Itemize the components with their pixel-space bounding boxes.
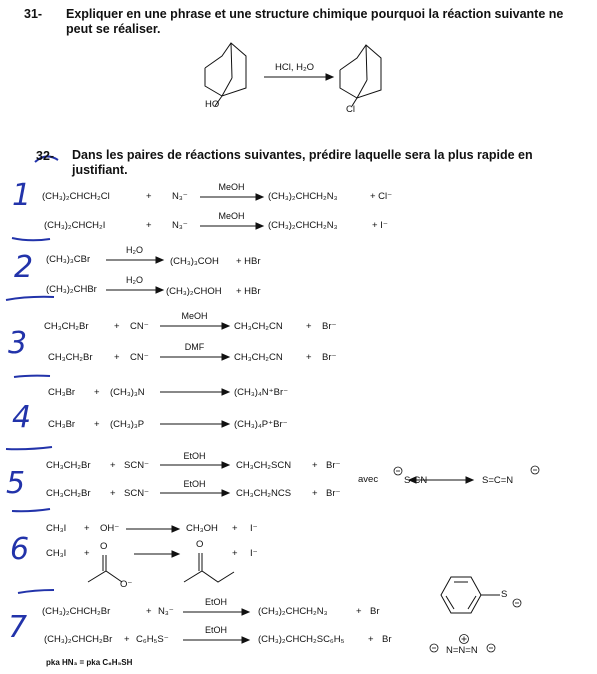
question-31-text: Expliquer en une phrase et une structure chimique pourquoi la réaction suivante ne peut se réaliser. <box>66 7 564 36</box>
r6a-byproduct: I⁻ <box>250 523 258 534</box>
r6b-substrate: CH₃I <box>46 548 67 559</box>
r2a-byproduct: + HBr <box>236 256 261 267</box>
r3a-byproduct: Br⁻ <box>322 321 337 332</box>
r7b-nucleophile: C₆H₅S⁻ <box>136 634 169 645</box>
handwritten-number-6: 6 <box>10 532 30 567</box>
handwritten-number-2: 2 <box>14 250 34 285</box>
handwritten-number-4: 4 <box>12 400 32 435</box>
r7a-product: (CH₃)₂CHCH₂N₃ <box>258 606 328 617</box>
r6b-acetate-carbonyl-o: O <box>100 541 108 552</box>
r3a-plus2: + <box>306 321 312 332</box>
r5-avec-label: avec <box>358 474 379 485</box>
r5a-product: CH₃CH₂SCN <box>236 460 292 471</box>
r2b-conditions: H₂O <box>126 275 143 285</box>
r6a-substrate: CH₃I <box>46 523 67 534</box>
r2b-byproduct: + HBr <box>236 286 261 297</box>
r5-thiocyanate-left: S-CN <box>404 475 428 486</box>
reaction-31-arrow <box>264 74 333 80</box>
methyl-acetate-structure <box>184 553 234 582</box>
reaction-arrows <box>106 194 473 643</box>
r1b-substrate: (CH₃)₂CHCH₂I <box>44 220 106 231</box>
question-32-number: 32- <box>36 149 55 163</box>
r5a-byproduct: Br⁻ <box>326 460 341 471</box>
question-31-number: 31- <box>24 7 43 21</box>
hydroxyl-label: HO <box>205 99 220 110</box>
pka-note: pka HN₃ = pka C₆H₅SH <box>46 658 133 667</box>
r5-thiocyanate-right: S=C=N <box>482 475 514 486</box>
r3b-conditions: DMF <box>184 342 205 352</box>
r2a-substrate: (CH₃)₃CBr <box>46 254 91 265</box>
r7a-nucleophile: N₃⁻ <box>158 606 174 617</box>
r7b-plus: + <box>124 634 130 645</box>
r3b-plus2: + <box>306 352 312 363</box>
r6b-ester-carbonyl-o: O <box>196 539 204 550</box>
r7a-substrate: (CH₃)₂CHCH₂Br <box>42 606 111 617</box>
r5a-plus: + <box>110 460 116 471</box>
reaction-31-reagent: HCl, H₂O <box>275 62 315 73</box>
r3b-substrate: CH₃CH₂Br <box>48 352 93 363</box>
r7b-plus2: + <box>368 634 374 645</box>
handwritten-number-7: 7 <box>8 610 28 645</box>
r5b-byproduct: Br⁻ <box>326 488 341 499</box>
r6b-byproduct: I⁻ <box>250 548 258 559</box>
r2b-substrate: (CH₃)₂CHBr <box>46 284 97 295</box>
r5b-product: CH₃CH₂NCS <box>236 488 292 499</box>
r7b-conditions: EtOH <box>204 625 227 635</box>
r3b-nucleophile: CN⁻ <box>130 352 149 363</box>
r1b-plus: + <box>146 220 152 231</box>
r1b-nucleophile: N₃⁻ <box>172 220 188 231</box>
r2b-product: (CH₃)₂CHOH <box>166 286 222 297</box>
r4b-nucleophile: (CH₃)₃P <box>110 419 145 430</box>
r1a-byproduct: + Cl⁻ <box>370 191 393 202</box>
r1a-substrate: (CH₃)₂CHCH₂Cl <box>42 191 110 202</box>
r5a-conditions: EtOH <box>183 451 206 461</box>
r6a-nucleophile: OH⁻ <box>100 523 120 534</box>
r4a-plus: + <box>94 387 100 398</box>
r4b-plus: + <box>94 419 100 430</box>
r5b-nucleophile: SCN⁻ <box>124 488 150 499</box>
r5b-substrate: CH₃CH₂Br <box>46 488 91 499</box>
charge-circles <box>394 466 539 652</box>
r6a-product: CH₃OH <box>186 523 218 534</box>
r1a-conditions: MeOH <box>218 182 245 192</box>
question-32-text: Dans les paires de réactions suivantes, prédire laquelle sera la plus rapide en justifiant. <box>72 148 533 177</box>
r2a-conditions: H₂O <box>126 245 143 255</box>
r2a-product: (CH₃)₃COH <box>170 256 219 267</box>
r7b-substrate: (CH₃)₂CHCH₂Br <box>44 634 113 645</box>
r4b-product: (CH₃)₄P⁺Br⁻ <box>234 419 288 430</box>
r4a-nucleophile: (CH₃)₃N <box>110 387 145 398</box>
r5b-conditions: EtOH <box>183 479 206 489</box>
handwritten-number-3: 3 <box>8 326 28 361</box>
thiolate-s-label: S <box>501 589 508 600</box>
norbornanol-structure <box>205 43 246 106</box>
acetate-structure <box>88 555 122 582</box>
r7b-byproduct: Br <box>382 634 392 645</box>
r6a-plus: + <box>84 523 90 534</box>
r1b-product: (CH₃)₂CHCH₂N₃ <box>268 220 338 231</box>
azide-ion-label: N=N=N <box>446 645 478 656</box>
r6b-acetate-anion-o: O⁻ <box>120 579 133 590</box>
r5a-plus2: + <box>312 460 318 471</box>
r5b-plus: + <box>110 488 116 499</box>
r7b-product: (CH₃)₂CHCH₂SC₆H₅ <box>258 634 345 645</box>
r4a-product: (CH₃)₄N⁺Br⁻ <box>234 387 289 398</box>
chloro-label: Cl <box>346 104 355 115</box>
r3b-plus: + <box>114 352 120 363</box>
r3a-conditions: MeOH <box>181 311 208 321</box>
r1b-byproduct: + I⁻ <box>372 220 388 231</box>
r7a-conditions: EtOH <box>204 597 227 607</box>
r6b-plus2: + <box>232 548 238 559</box>
handwritten-number-5: 5 <box>6 466 26 501</box>
r1b-conditions: MeOH <box>218 211 245 221</box>
r3b-product: CH₃CH₂CN <box>234 352 283 363</box>
r3a-plus: + <box>114 321 120 332</box>
r1a-nucleophile: N₃⁻ <box>172 191 188 202</box>
r3a-substrate: CH₃CH₂Br <box>44 321 89 332</box>
r6a-plus2: + <box>232 523 238 534</box>
chloronorbornane-structure <box>340 45 381 106</box>
r1a-plus: + <box>146 191 152 202</box>
r1a-product: (CH₃)₂CHCH₂N₃ <box>268 191 338 202</box>
r3a-product: CH₃CH₂CN <box>234 321 283 332</box>
r5a-nucleophile: SCN⁻ <box>124 460 150 471</box>
r3b-byproduct: Br⁻ <box>322 352 337 363</box>
handwritten-number-1: 1 <box>12 178 32 213</box>
r6b-plus: + <box>84 548 90 559</box>
r5a-substrate: CH₃CH₂Br <box>46 460 91 471</box>
r5b-plus2: + <box>312 488 318 499</box>
r7a-plus2: + <box>356 606 362 617</box>
r4a-substrate: CH₃Br <box>48 387 76 398</box>
r7a-byproduct: Br <box>370 606 380 617</box>
thiophenolate-structure <box>441 577 500 613</box>
r4b-substrate: CH₃Br <box>48 419 76 430</box>
r3a-nucleophile: CN⁻ <box>130 321 149 332</box>
r7a-plus: + <box>146 606 152 617</box>
